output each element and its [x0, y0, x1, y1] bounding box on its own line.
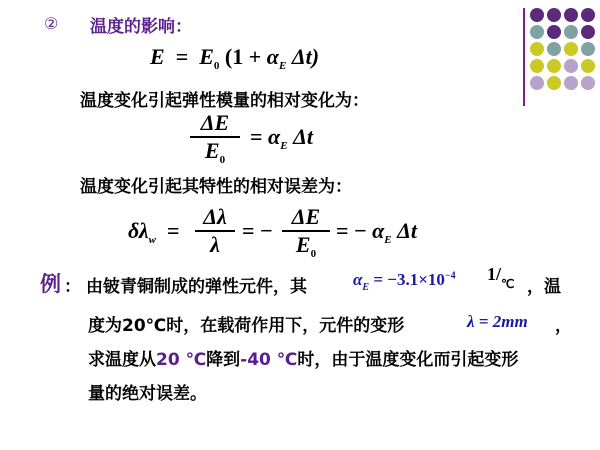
example-line-2: 度为20℃时，在载荷作用下，元件的变形: [88, 316, 405, 336]
decorative-dot: [547, 25, 561, 39]
example-line-1-end: ，温: [527, 277, 561, 297]
text-characteristic-relative-error: 温度变化引起其特性的相对误差为：: [80, 177, 352, 197]
text-modulus-relative-change: 温度变化引起弹性模量的相对变化为：: [80, 91, 369, 111]
example-label: 例: [40, 272, 61, 296]
decorative-dot: [547, 76, 561, 90]
equation-3-eq2: = −: [242, 218, 273, 243]
decorative-dot: [564, 8, 578, 22]
equation-1: $E = E_0$ ($1 + \alpha_E$ Δt): [150, 44, 320, 72]
decorative-dot: [581, 76, 595, 90]
circled-number: ②: [44, 14, 59, 33]
example-line-1: 由铍青铜制成的弹性元件，其: [86, 277, 307, 297]
fraction-dE-E0: $\frac{\Delta E}{E_0}$: [190, 110, 240, 168]
example-line-4: 量的绝对误差。: [88, 384, 207, 404]
decorative-dot: [547, 42, 561, 56]
section-title: 温度的影响：: [90, 17, 192, 37]
decorative-dot: [547, 59, 561, 73]
decorative-dot: [581, 25, 595, 39]
decorative-dot: [530, 25, 544, 39]
example-line-2-end: ，: [555, 316, 572, 336]
decorative-dot: [530, 42, 544, 56]
decorative-dot: [564, 76, 578, 90]
decorative-dot: [530, 76, 544, 90]
decorative-dot: [530, 8, 544, 22]
decorative-dot: [581, 8, 595, 22]
decorative-dot: [581, 42, 595, 56]
fraction-dlambda-lambda: $\frac{\Delta\lambda}{\lambda}$: [195, 204, 235, 258]
decorative-dot: [564, 25, 578, 39]
decorative-dot: [530, 59, 544, 73]
equation-3-lhs: $\delta\lambda_w$ =: [128, 218, 180, 246]
fraction-dE-E0-b: $\frac{\Delta E}{E_0}$: [282, 204, 330, 262]
lambda-value: λ = 2mm: [467, 312, 528, 331]
divider-line: [523, 8, 525, 106]
decorative-dot: [581, 59, 595, 73]
equation-2-rhs: = $\alpha_E$ Δt: [250, 124, 313, 152]
decorative-dot: [564, 42, 578, 56]
decorative-dot: [564, 59, 578, 73]
example-line-3: 求温度从20 ℃降到-40 ℃时，由于温度变化而引起变形: [88, 350, 519, 370]
unit-per-celsius: $1/_℃$: [487, 264, 515, 291]
example-colon: ：: [64, 277, 81, 297]
decorative-dot: [547, 8, 561, 22]
alpha-value: $\alpha_E = -3.1\times 10^{-4}$: [353, 270, 456, 293]
equation-3-rhs: = − $\alpha_E$ Δt: [336, 218, 417, 246]
